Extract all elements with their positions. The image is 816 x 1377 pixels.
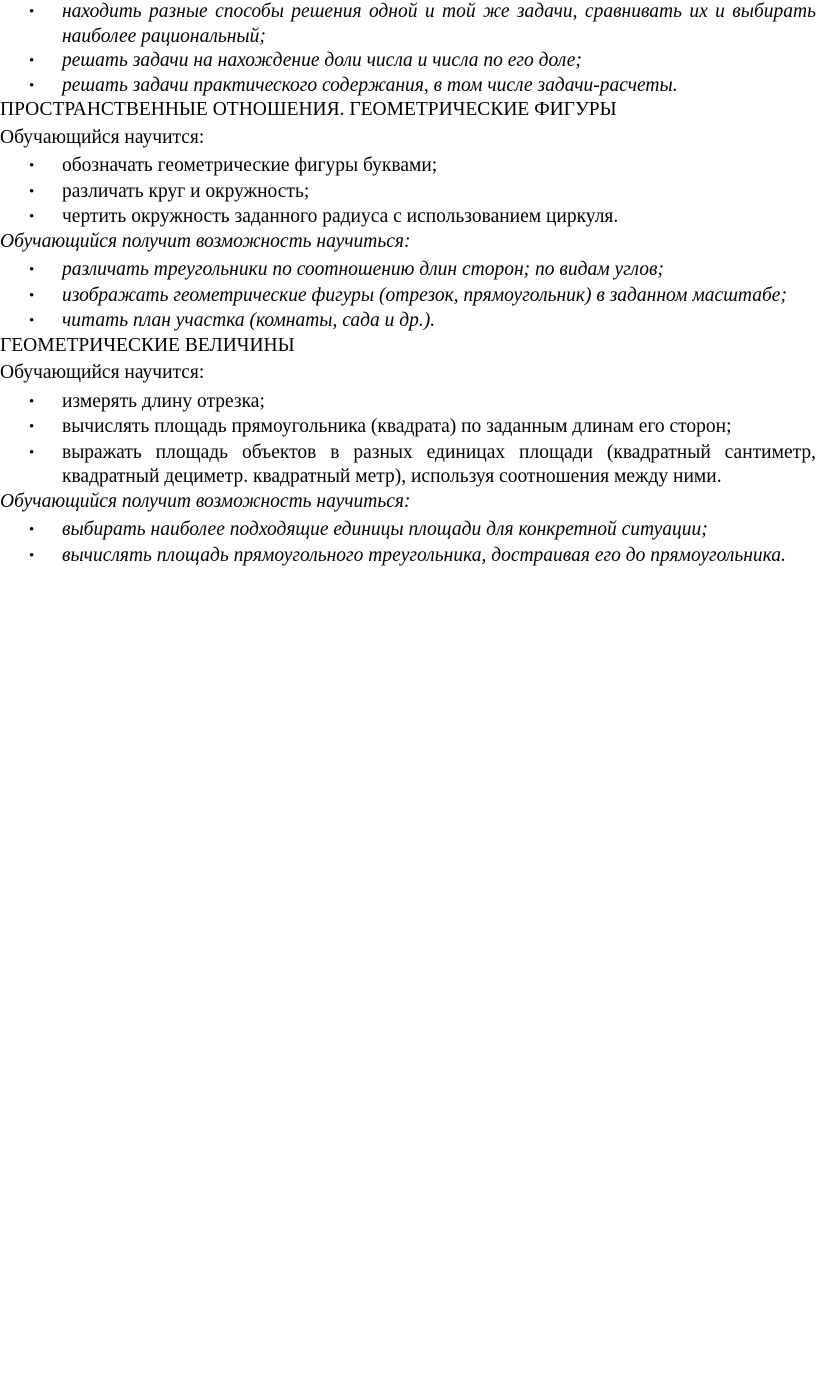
opportunity-list-spatial	[0, 258, 816, 334]
list-item: • обозначать геометрические фигуры буквами;	[0, 154, 816, 179]
list-item: • решать задачи на нахождение доли числа и числа по его доле;	[0, 49, 816, 74]
list-item: • различать треугольники по соотношению длин сторон; по видам углов;	[0, 258, 816, 283]
learns-list-spatial	[0, 154, 816, 230]
list-item: • различать круг и окружность;	[0, 180, 816, 205]
list-item: • выражать площадь объектов в разных единицах площади (квадратный сантиметр, квадратный дециметр. квадратный метр), используя соотношения между ними.	[0, 441, 816, 490]
list-item: • изображать геометрические фигуры (отрезок, прямоугольник) в заданном масштабе;	[0, 284, 816, 309]
list-item: • вычислять площадь прямоугольника (квадрата) по заданным длинам его сторон;	[0, 415, 816, 440]
learns-list-quantities	[0, 390, 816, 490]
opportunity-label-quantities: Обучающийся получит возможность научиться:	[0, 490, 411, 512]
learns-label-spatial: Обучающийся научится:	[0, 126, 205, 148]
document-page	[0, 0, 816, 568]
opportunity-label-spatial: Обучающийся получит возможность научиться:	[0, 230, 411, 252]
list-item: • вычислять площадь прямоугольного треугольника, достраивая его до прямоугольника.	[0, 544, 816, 569]
section-title-spatial: ПРОСТРАНСТВЕННЫЕ ОТНОШЕНИЯ. ГЕОМЕТРИЧЕСКИЕ ФИГУРЫ	[0, 99, 617, 120]
intro-list	[0, 0, 816, 98]
section-title-quantities: ГЕОМЕТРИЧЕСКИЕ ВЕЛИЧИНЫ	[0, 334, 295, 356]
list-item: • читать план участка (комнаты, сада и др.).	[0, 309, 816, 334]
list-item: • выбирать наиболее подходящие единицы площади для конкретной ситуации;	[0, 518, 816, 543]
list-item: • измерять длину отрезка;	[0, 390, 816, 415]
list-item: • решать задачи практического содержания, в том числе задачи-расчеты.	[0, 74, 816, 99]
learns-label-quantities: Обучающийся научится:	[0, 362, 205, 383]
opportunity-list-quantities	[0, 518, 816, 568]
list-item: • находить разные способы решения одной и той же задачи, сравнивать их и выбирать наиболее рациональный;	[0, 0, 816, 49]
list-item: • чертить окружность заданного радиуса с использованием циркуля.	[0, 205, 816, 230]
